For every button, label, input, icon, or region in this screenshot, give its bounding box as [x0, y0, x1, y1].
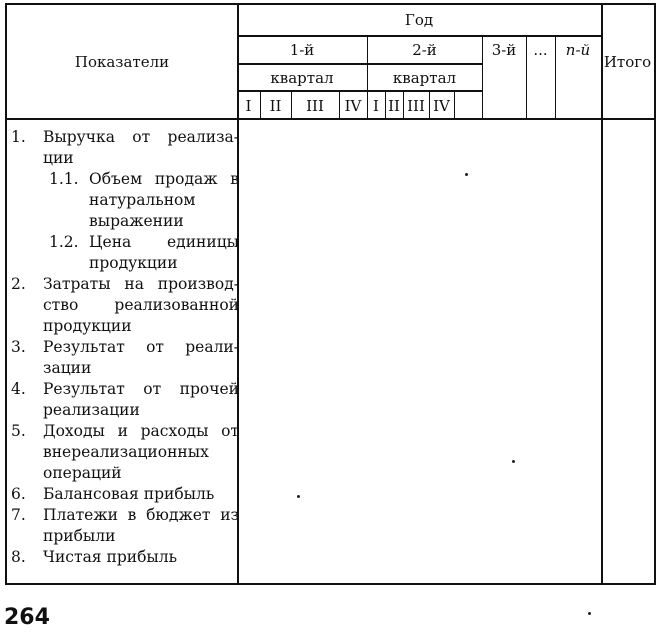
list-item — [11, 547, 239, 568]
list-item — [11, 484, 239, 505]
item-text: натуральном — [89, 191, 196, 209]
item-text: Цена единицы — [89, 233, 239, 251]
item-number: 7. — [11, 506, 26, 524]
row-divider-years — [237, 63, 482, 65]
header-total: Итого — [603, 53, 652, 71]
item-text: внереализационных — [43, 443, 209, 461]
header-year-n: n-й — [565, 41, 591, 59]
list-item — [11, 421, 239, 484]
item-number: 5. — [11, 422, 26, 440]
list-item — [11, 274, 239, 337]
quarter-label: I — [373, 97, 379, 115]
item-text: Доходы и расходы от — [43, 422, 239, 440]
list-item — [11, 379, 239, 421]
item-text: Затраты на производ- — [43, 275, 239, 293]
list-item — [11, 127, 239, 169]
list-item — [11, 232, 239, 274]
item-text: прибыли — [43, 527, 116, 545]
item-text: Платежи в бюджет из — [43, 506, 239, 524]
item-number: 6. — [11, 485, 26, 503]
item-text: выражении — [89, 212, 184, 230]
header-quarter-y1: квартал — [270, 69, 334, 87]
item-number: 1.1. — [49, 170, 79, 188]
item-text: ции — [43, 149, 74, 167]
quarter-label: I — [245, 97, 252, 115]
quarter-label: III — [306, 97, 324, 115]
header-bottom-line — [7, 118, 654, 120]
scan-speck — [297, 495, 300, 498]
header-ellipsis: ... — [533, 41, 548, 59]
quarter-label: IV — [344, 97, 362, 115]
header-year-1: 1-й — [289, 41, 315, 59]
scan-speck — [465, 173, 468, 176]
item-number: 1.2. — [49, 233, 79, 251]
header-year-2: 2-й — [412, 41, 437, 59]
item-number: 4. — [11, 380, 26, 398]
row-divider-quarter — [237, 90, 482, 92]
item-text: зации — [43, 359, 92, 377]
indicators-table — [5, 3, 656, 585]
quarter-label: II — [269, 97, 282, 115]
item-text: Результат от реали- — [43, 338, 239, 356]
item-number: 3. — [11, 338, 26, 356]
header-indicators: Показатели — [74, 53, 170, 71]
item-text: Балансовая прибыль — [43, 485, 215, 503]
quarter-label: III — [407, 97, 425, 115]
quarter-label: IV — [433, 97, 450, 115]
list-item — [11, 337, 239, 379]
page-number: 264 — [4, 605, 50, 630]
list-item — [11, 169, 239, 232]
item-number: 2. — [11, 275, 26, 293]
col-divider-total — [601, 5, 603, 583]
item-text: операций — [43, 464, 122, 482]
item-text: Выручка от реализа- — [43, 128, 239, 146]
item-number: 1. — [11, 128, 26, 146]
item-number: 8. — [11, 548, 26, 566]
header-year-3: 3-й — [491, 41, 517, 59]
header-year: Год — [404, 11, 434, 29]
q-divider — [454, 90, 455, 118]
row-divider-year — [237, 35, 601, 37]
item-text: Чистая прибыль — [43, 548, 178, 566]
scan-speck — [512, 460, 515, 463]
indicator-list — [11, 127, 239, 568]
item-text: ство реализованной — [43, 296, 239, 314]
scan-speck — [588, 612, 591, 615]
item-text: продукции — [89, 254, 178, 272]
item-text: Результат от прочей — [43, 380, 239, 398]
header-quarter-y2: квартал — [392, 69, 457, 87]
quarter-label: II — [388, 97, 400, 115]
list-item — [11, 505, 239, 547]
item-text: Объем продаж в — [89, 170, 239, 188]
item-text: реализации — [43, 401, 140, 419]
item-text: продукции — [43, 317, 132, 335]
